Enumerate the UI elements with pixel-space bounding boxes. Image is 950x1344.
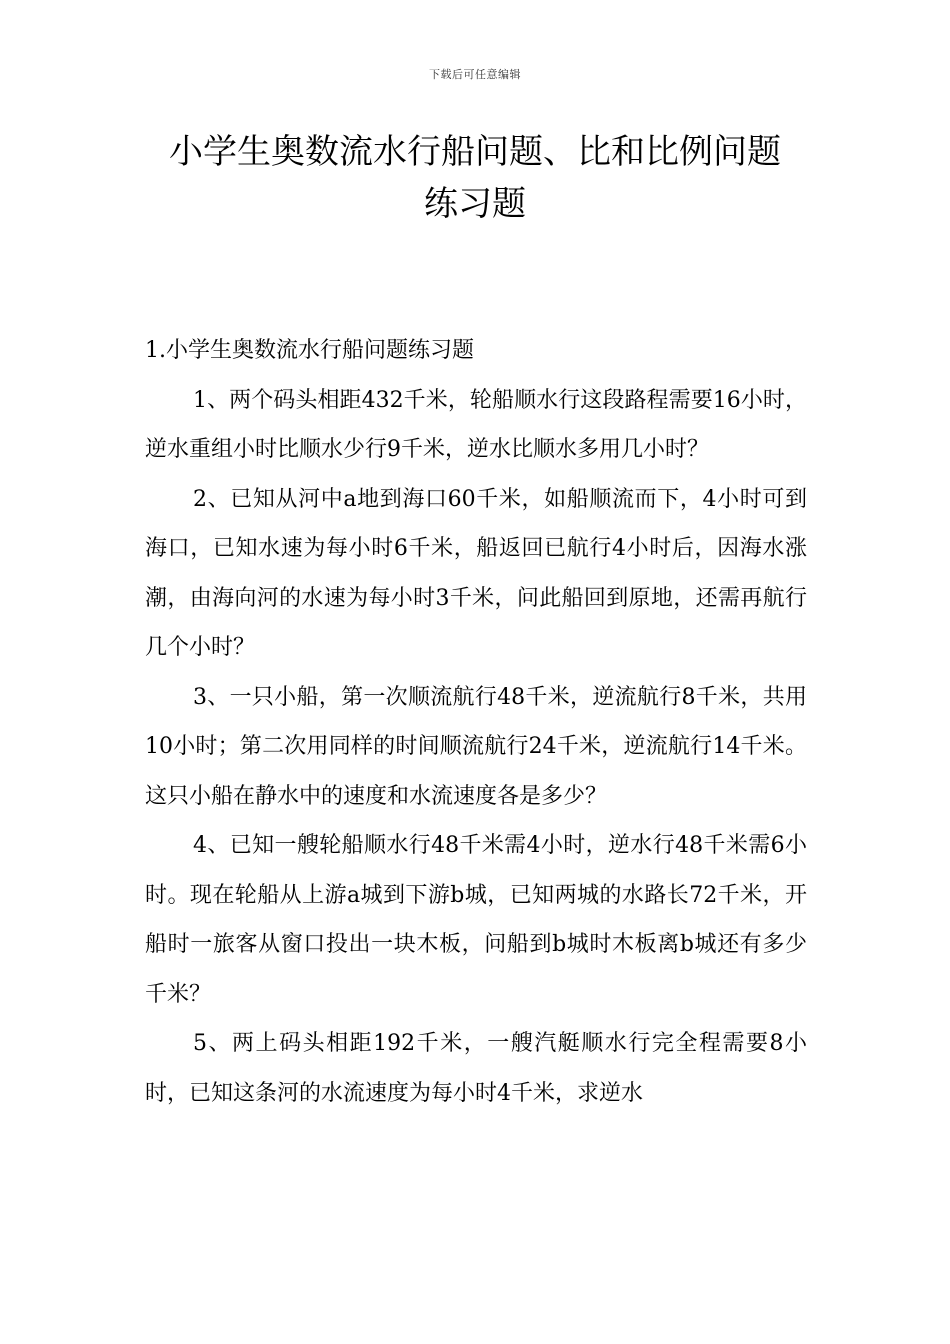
download-note: 下载后可任意编辑 — [429, 68, 521, 81]
question-4: 4、已知一艘轮船顺水行48千米需4小时，逆水行48千米需6小时。现在轮船从上游a城到下游b城，已知两城的水路长72千米，开船时一旅客从窗口投出一块木板，问船到b城时木板离b城还有多少千米？ — [145, 833, 807, 1007]
document-title — [100, 126, 850, 230]
question-5: 5、两上码头相距192千米，一艘汽艇顺水行完全程需要8小时，已知这条河的水流速度为每小时4千米，求逆水 — [145, 1031, 807, 1106]
title-line-2: 练习题 — [424, 184, 526, 224]
question-3: 3、一只小船，第一次顺流航行48千米，逆流航行8千米，共用10小时；第二次用同样的时间顺流航行24千米，逆流航行14千米。这只小船在静水中的速度和水流速度各是多少？ — [145, 684, 807, 809]
section-heading: 1.小学生奥数流水行船问题练习题 — [145, 338, 474, 363]
question-1: 1、两个码头相距432千米，轮船顺水行这段路程需要16小时，逆水重组小时比顺水少行9千米，逆水比顺水多用几小时？ — [145, 387, 807, 462]
document-body — [145, 326, 807, 1118]
title-line-1: 小学生奥数流水行船问题、比和比例问题 — [169, 132, 781, 172]
question-2: 2、已知从河中a地到海口60千米，如船顺流而下，4小时可到海口，已知水速为每小时6千米，船返回已航行4小时后，因海水涨潮，由海向河的水速为每小时3千米，问此船回到原地，还需再航行几个小时？ — [145, 486, 807, 660]
